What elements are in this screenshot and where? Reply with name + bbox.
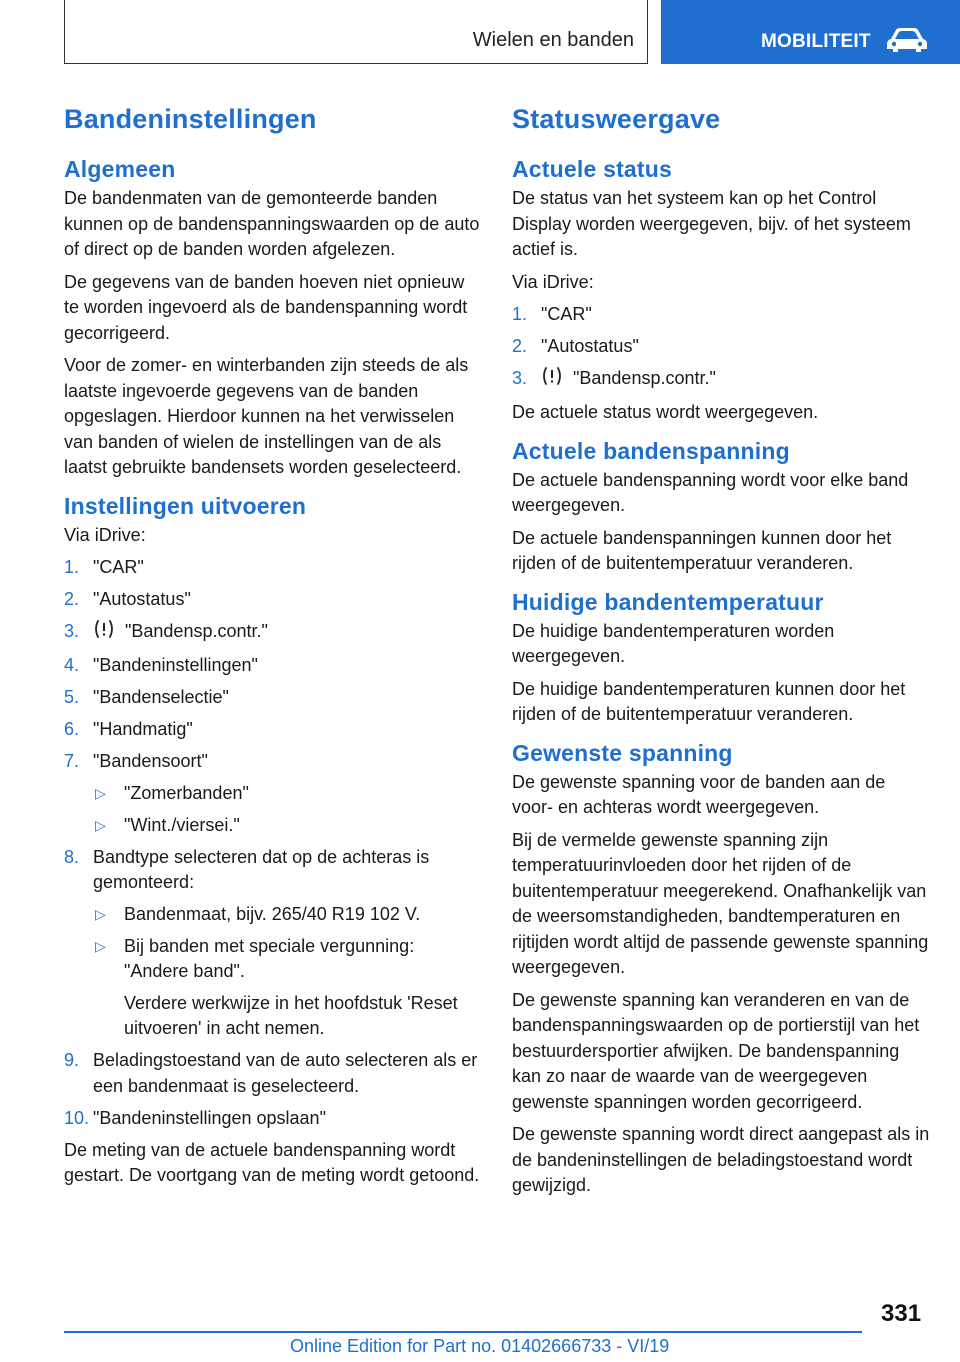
paragraph: De gewenste spanning kan veranderen en van de bandenspanningswaarden op de portierstijl van het bestuurdersportier afwijken. De bandenspanning kan zo naar de waarde van de weergegeven gewenste spanningen worden gecorrigeerd.: [512, 989, 920, 1112]
tire-pressure-warning-icon: [541, 366, 563, 394]
sub-list-item: [93, 781, 482, 807]
step-number: 7.: [64, 751, 80, 771]
heading-current-tire-pressure: Actuele bandenspanning: [512, 437, 790, 464]
step-number: 3.: [64, 621, 80, 641]
sub-item-text: Bij banden met speciale vergunning: "Andere band".: [124, 935, 415, 981]
step-text: "Bandenselectie": [93, 687, 229, 707]
list-item: [64, 587, 482, 613]
heading-perform-settings: Instellingen uitvoeren: [64, 492, 307, 519]
step-number: 9.: [64, 1050, 80, 1070]
step-number: 1.: [64, 557, 80, 577]
list-item: [64, 845, 482, 1042]
step-number: 10.: [64, 1107, 90, 1128]
list-item: [64, 685, 482, 711]
step-text: "Handmatig": [93, 719, 193, 739]
section-title-tire-settings: Bandeninstellingen: [64, 104, 317, 134]
step-number: 4.: [64, 655, 80, 675]
steps-list: [64, 555, 482, 1131]
paragraph: De gewenste spanning wordt direct aangepast als in de bandeninstellingen de beladingstoestand wordt gewijzigd.: [512, 1124, 930, 1195]
step-text: "CAR": [541, 304, 592, 324]
sub-item-text: Bandenmaat, bijv. 265/40 R19 102 V.: [124, 903, 421, 924]
step-text: "CAR": [93, 557, 144, 577]
car-icon: [885, 26, 929, 59]
paragraph: De actuele bandenspanning wordt voor elke band weergegeven.: [512, 469, 909, 515]
paragraph: Voor de zomer- en winterbanden zijn steeds de als laatste ingevoerde gegevens van de banden opgeslagen. Hierdoor kunnen na het verwisselen van banden of wielen de instellingen van de als laatst gebruikte bandensets worden geselecteerd.: [64, 355, 469, 477]
paragraph: Bij de vermelde gewenste spanning zijn temperatuurinvloeden door het rijden of de buitentemperatuur meegerekend. Onafhankelijk van de weersomstandigheden, bandtemperaturen en rijtijden wordt altijd de passende gewenste spanning weergegeven.: [512, 829, 929, 977]
list-item: [512, 366, 930, 394]
paragraph: De actuele bandenspanningen kunnen door het rijden of de buitentemperatuur veranderen.: [512, 527, 892, 573]
step-number: 2.: [64, 589, 80, 609]
header-chapter-tab: [661, 0, 960, 64]
paragraph: De gewenste spanning voor de banden aan de voor- en achteras wordt weergegeven.: [512, 771, 886, 817]
list-item: [64, 1048, 482, 1099]
via-idrive-label: Via iDrive:: [512, 271, 594, 292]
list-item: [64, 717, 482, 743]
heading-current-status: Actuele status: [512, 156, 673, 182]
triangle-bullet-icon: ▷: [95, 905, 106, 922]
step-number: 8.: [64, 846, 80, 867]
step-number: 5.: [64, 687, 80, 707]
sub-list-item: [93, 902, 482, 928]
list-item: [64, 653, 482, 679]
sub-item-note: Verdere werkwijze in het hoofdstuk 'Reset uitvoeren' in acht nemen.: [124, 992, 458, 1038]
step-number: 6.: [64, 719, 80, 739]
step-text: Bandtype selecteren dat op de achteras is gemonteerd:: [93, 846, 430, 892]
sub-list: [93, 781, 482, 839]
step-text: "Bandensoort": [93, 751, 208, 771]
step-text: "Autostatus": [93, 589, 191, 609]
list-item: [64, 1106, 482, 1132]
list-item: [64, 555, 482, 581]
list-item: [64, 749, 482, 838]
footer-edition: [290, 1336, 669, 1357]
paragraph: De huidige bandentemperaturen kunnen door het rijden of de buitentemperatuur veranderen.: [512, 678, 906, 724]
page-number: 331: [881, 1300, 922, 1327]
heading-general: Algemeen: [64, 156, 176, 182]
heading-target-pressure: Gewenste spanning: [512, 739, 733, 766]
step-text: "Bandeninstellingen opslaan": [93, 1107, 326, 1128]
sub-item-text: "Zomerbanden": [124, 782, 249, 803]
step-text: Beladingstoestand van de auto selecteren als er een bandenmaat is geselecteerd.: [93, 1050, 478, 1096]
step-text: "Autostatus": [541, 336, 639, 356]
paragraph: De bandenmaten van de gemonteerde banden kunnen op de bandenspanningswaarden op de auto of direct op de banden worden afgelezen.: [64, 188, 480, 259]
section-title-status-display: Statusweergave: [512, 104, 721, 134]
header-section-box: [64, 0, 648, 64]
step-number: 1.: [512, 304, 528, 324]
list-item: [512, 334, 930, 360]
sub-list-item: [93, 934, 482, 1042]
paragraph: De gegevens van de banden hoeven niet opnieuw te worden ingevoerd als de bandenspanning wordt gecorrigeerd.: [64, 271, 468, 343]
footer-edition-text: Online Edition for Part no. 01402666733 - VI/19: [290, 1336, 670, 1356]
paragraph: De actuele status wordt weergegeven.: [512, 402, 819, 422]
via-idrive-label: Via iDrive:: [64, 524, 146, 545]
step-text: "Bandensp.contr.": [125, 621, 268, 641]
triangle-bullet-icon: ▷: [95, 816, 106, 833]
triangle-bullet-icon: ▷: [95, 937, 106, 954]
header-chapter-title: MOBILITEIT: [761, 31, 871, 52]
paragraph: De meting van de actuele bandenspanning wordt gestart. De voortgang van de meting wordt getoond.: [64, 1139, 480, 1185]
paragraph: De huidige bandentemperaturen worden weergegeven.: [512, 620, 835, 666]
sub-list: [93, 902, 482, 1042]
list-item: [512, 302, 930, 328]
header-section-title: Wielen en banden: [472, 29, 634, 51]
step-text: "Bandeninstellingen": [93, 655, 258, 675]
step-text: "Bandensp.contr.": [573, 368, 716, 388]
footer-divider: [64, 1331, 862, 1333]
right-column: [512, 100, 930, 1206]
heading-current-tire-temperature: Huidige bandentemperatuur: [512, 588, 824, 615]
step-number: 3.: [512, 368, 528, 388]
tire-pressure-warning-icon: [93, 619, 115, 647]
paragraph: De status van het systeem kan op het Control Display worden weergegeven, bijv. of het systeem actief is.: [512, 188, 911, 259]
steps-list: [512, 302, 930, 394]
left-column: [64, 100, 482, 1196]
triangle-bullet-icon: ▷: [95, 784, 106, 801]
list-item: [64, 619, 482, 647]
step-number: 2.: [512, 336, 528, 356]
sub-list-item: [93, 813, 482, 839]
sub-item-text: "Wint./viersei.": [124, 814, 240, 835]
